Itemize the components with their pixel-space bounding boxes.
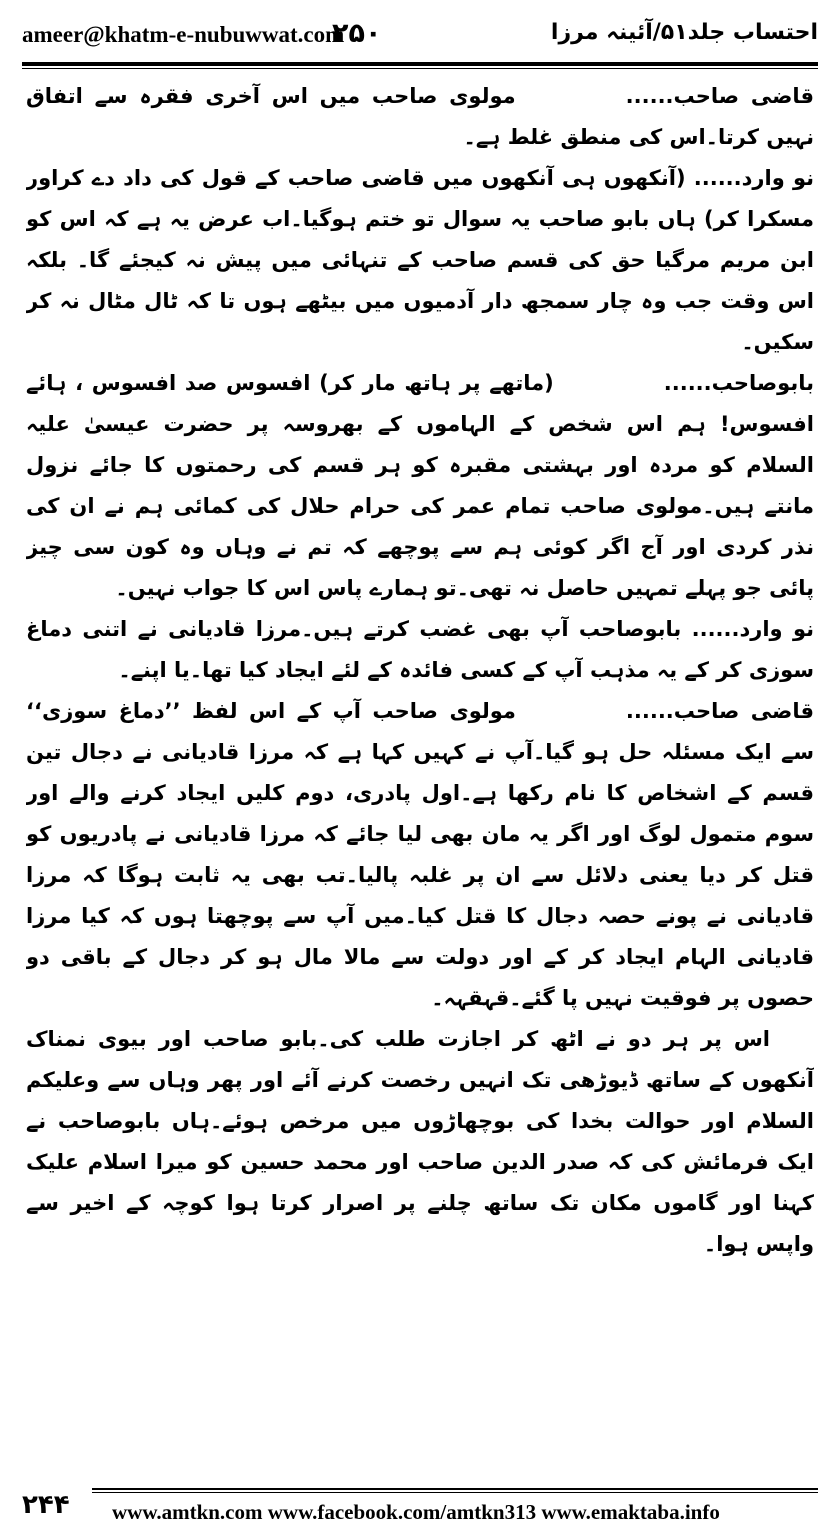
speaker-label: قاضی صاحب...... xyxy=(625,699,814,723)
page-footer xyxy=(22,1484,818,1534)
header-rule xyxy=(22,62,818,66)
footer-links: www.amtkn.com www.facebook.com/amtkn313 www.emaktaba.info xyxy=(112,1500,720,1524)
paragraph-text: (ماتھے پر ہاتھ مار کر) افسوس صد افسوس ، ہائے افسوس! ہم اس شخص کے الہاموں کے بھروسہ پر حضرت عیسیٰ علیہ السلام کو مردہ اور بہشتی مقبرہ کو ہر قسم کی رحمتوں کا جائے نزول مانتے ہیں۔مولوی صاحب تمام عمر کی حرام حلال کی کمائی ہم نے ان کی نذر کردی اور آج اگر کوئی ہم سے پوچھے کہ تم نے وہاں وہ کون سی چیز پائی جو پہلے تمہیں حاصل نہ تھی۔تو ہمارے پاس اس کا جواب نہیں۔ xyxy=(26,371,814,600)
paragraph-narration xyxy=(26,1019,814,1265)
footer-page-number: ۲۴۴ xyxy=(22,1490,76,1520)
header-rule-thin xyxy=(22,68,818,69)
footer-rule-thin xyxy=(92,1492,818,1493)
paragraph-nowarid-1 xyxy=(26,158,814,363)
paragraph-qazi-2 xyxy=(26,691,814,1019)
header-page-number: ۲۵۰ xyxy=(332,18,382,49)
speaker-label: نو وارد...... xyxy=(691,617,814,641)
paragraph-text: اس پر ہر دو نے اٹھ کر اجازت طلب کی۔بابو صاحب اور بیوی نمناک آنکھوں کے ساتھ ڈیوڑھی تک انہیں رخصت کرنے آئے اور پھر وہاں سے وعلیکم السلام اور حوالت بخدا کی بوچھاڑوں میں مرخص ہوئے۔ہاں بابوصاحب نے ایک فرمائش کی کہ صدر الدین صاحب اور محمد حسین کو میرا اسلام علیک کہنا اور گاموں مکان تک ساتھ چلنے پر اصرار کرتا ہوا کوچہ کے اخیر سے واپس ہوا۔ xyxy=(26,1027,814,1256)
speaker-label: قاضی صاحب...... xyxy=(625,84,814,108)
page-body xyxy=(26,76,814,1471)
paragraph-text: بابوصاحب آپ بھی غضب کرتے ہیں۔مرزا قادیانی نے اتنی دماغ سوزی کر کے یہ مذہب آپ کے کسی فائدہ کے لئے ایجاد کیا تھا۔یا اپنے۔ xyxy=(26,617,814,682)
paragraph-text: مولوی صاحب میں اس آخری فقرہ سے اتفاق نہیں کرتا۔اس کی منطق غلط ہے۔ xyxy=(26,84,814,149)
speaker-label: بابوصاحب...... xyxy=(663,371,814,395)
paragraph-qazi-1 xyxy=(26,76,814,158)
paragraph-text: (آنکھوں ہی آنکھوں میں قاضی صاحب کے قول کی داد دے کراور مسکرا کر) ہاں بابو صاحب یہ سوال تو ختم ہوگیا۔اب عرض یہ ہے کہ اس کو ابن مریم مرگیا حق کی قسم صاحب کے تنہائی میں پیش نہ کیجئے گا۔ بلکہ اس وقت جب وہ چار سمجھ دار آدمیوں میں بیٹھے ہوں تا کہ ٹال مٹال نہ کر سکیں۔ xyxy=(26,166,814,354)
paragraph-babu xyxy=(26,363,814,609)
paragraph-nowarid-2 xyxy=(26,609,814,691)
header-email: ameer@khatm-e-nubuwwat.com xyxy=(22,22,345,47)
speaker-label: نو وارد...... xyxy=(693,166,814,190)
page-header xyxy=(22,18,818,52)
running-title: احتساب جلد۵۱/آئینہ مرزا xyxy=(550,20,818,45)
paragraph-text: مولوی صاحب آپ کے اس لفظ ’’دماغ سوزی‘‘ سے ایک مسئلہ حل ہو گیا۔آپ نے کہیں کہا ہے کہ مرزا قادیانی نے دجال تین قسم کے اشخاص کا نام رکھا ہے۔اول پادری، دوم کلیں ایجاد کرنے والے اور سوم متمول لوگ اور اگر یہ مان بھی لیا جائے کہ مرزا قادیانی نے پادریوں کو قتل کر دیا یعنی دلائل سے ان پر غلبہ پالیا۔تب بھی یہ ثابت ہوگا کہ مرزا قادیانی نے پونے حصہ دجال کا قتل کیا۔میں آپ سے پوچھتا ہوں کہ کیا مرزا قادیانی الہام ایجاد کر کے اور دولت سے مالا مال ہو کر دجال کے باقی دو حصوں پر فوقیت نہیں پا گئے۔قہقہہ۔ xyxy=(26,699,814,1010)
footer-rule xyxy=(92,1488,818,1490)
